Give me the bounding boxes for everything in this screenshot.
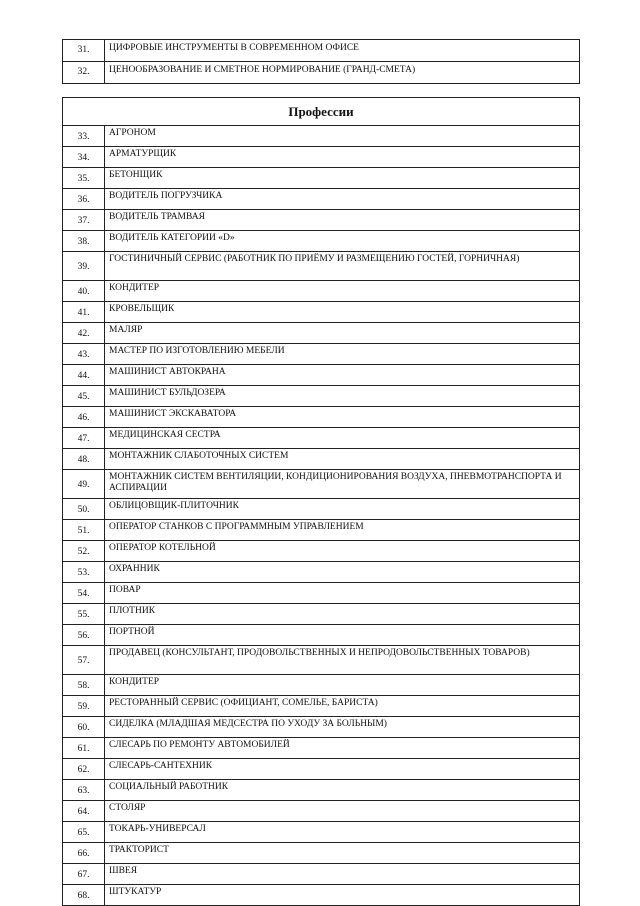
table-row <box>63 562 580 583</box>
row-title: ОБЛИЦОВЩИК-ПЛИТОЧНИК <box>105 499 580 520</box>
row-number: 59. <box>63 696 105 717</box>
professions-heading: Профессии <box>63 98 580 126</box>
row-title: ГОСТИНИЧНЫЙ СЕРВИС (РАБОТНИК ПО ПРИЁМУ И РАЗМЕЩЕНИЮ ГОСТЕЙ, ГОРНИЧНАЯ) <box>105 252 580 281</box>
table-row <box>63 470 580 499</box>
row-number: 36. <box>63 189 105 210</box>
courses-table-continued <box>62 39 580 84</box>
table-row <box>63 147 580 168</box>
row-title: СТОЛЯР <box>105 801 580 822</box>
row-title: МАСТЕР ПО ИЗГОТОВЛЕНИЮ МЕБЕЛИ <box>105 344 580 365</box>
table-row <box>63 449 580 470</box>
table-row <box>63 646 580 675</box>
table-row <box>63 231 580 252</box>
row-number: 43. <box>63 344 105 365</box>
row-number: 48. <box>63 449 105 470</box>
row-title: МОНТАЖНИК СИСТЕМ ВЕНТИЛЯЦИИ, КОНДИЦИОНИРОВАНИЯ ВОЗДУХА, ПНЕВМОТРАНСПОРТА И АСПИРАЦИИ <box>105 470 580 499</box>
table-row <box>63 281 580 302</box>
row-title: ЦЕНООБРАЗОВАНИЕ И СМЕТНОЕ НОРМИРОВАНИЕ (ГРАНД-СМЕТА) <box>105 62 580 84</box>
row-number: 32. <box>63 62 105 84</box>
row-number: 55. <box>63 604 105 625</box>
row-title: КОНДИТЕР <box>105 281 580 302</box>
row-title: ПЛОТНИК <box>105 604 580 625</box>
row-number: 62. <box>63 759 105 780</box>
table-row <box>63 520 580 541</box>
row-title: СИДЕЛКА (МЛАДШАЯ МЕДСЕСТРА ПО УХОДУ ЗА БОЛЬНЫМ) <box>105 717 580 738</box>
row-title: МЕДИЦИНСКАЯ СЕСТРА <box>105 428 580 449</box>
table-row <box>63 604 580 625</box>
row-title: СЛЕСАРЬ-САНТЕХНИК <box>105 759 580 780</box>
row-title: РЕСТОРАННЫЙ СЕРВИС (ОФИЦИАНТ, СОМЕЛЬЕ, БАРИСТА) <box>105 696 580 717</box>
row-title: ПРОДАВЕЦ (КОНСУЛЬТАНТ, ПРОДОВОЛЬСТВЕННЫХ И НЕПРОДОВОЛЬСТВЕННЫХ ТОВАРОВ) <box>105 646 580 675</box>
table-row <box>63 759 580 780</box>
row-number: 42. <box>63 323 105 344</box>
courses-table-body <box>63 40 580 84</box>
row-title: ОПЕРАТОР КОТЕЛЬНОЙ <box>105 541 580 562</box>
row-title: МАЛЯР <box>105 323 580 344</box>
table-row <box>63 365 580 386</box>
table-row <box>63 302 580 323</box>
row-number: 57. <box>63 646 105 675</box>
table-row <box>63 344 580 365</box>
row-number: 33. <box>63 126 105 147</box>
table-row <box>63 696 580 717</box>
row-title: ПОВАР <box>105 583 580 604</box>
table-row <box>63 864 580 885</box>
professions-header-row <box>63 98 580 126</box>
table-row <box>63 168 580 189</box>
row-number: 44. <box>63 365 105 386</box>
table-row <box>63 407 580 428</box>
table-row <box>63 675 580 696</box>
row-number: 63. <box>63 780 105 801</box>
row-title: ВОДИТЕЛЬ ПОГРУЗЧИКА <box>105 189 580 210</box>
row-title: МОНТАЖНИК СЛАБОТОЧНЫХ СИСТЕМ <box>105 449 580 470</box>
row-title: ТРАКТОРИСТ <box>105 843 580 864</box>
row-title: МАШИНИСТ АВТОКРАНА <box>105 365 580 386</box>
table-row <box>63 323 580 344</box>
table-row <box>63 189 580 210</box>
row-number: 60. <box>63 717 105 738</box>
table-row <box>63 386 580 407</box>
row-title: БЕТОНЩИК <box>105 168 580 189</box>
table-row <box>63 541 580 562</box>
row-number: 40. <box>63 281 105 302</box>
table-row <box>63 40 580 62</box>
table-row <box>63 62 580 84</box>
row-number: 61. <box>63 738 105 759</box>
table-row <box>63 822 580 843</box>
row-number: 34. <box>63 147 105 168</box>
row-number: 52. <box>63 541 105 562</box>
row-number: 51. <box>63 520 105 541</box>
row-title: ОХРАННИК <box>105 562 580 583</box>
table-row <box>63 210 580 231</box>
table-row <box>63 428 580 449</box>
row-title: МАШИНИСТ ЭКСКАВАТОРА <box>105 407 580 428</box>
table-row <box>63 252 580 281</box>
table-row <box>63 625 580 646</box>
row-title: ШТУКАТУР <box>105 885 580 906</box>
table-row <box>63 843 580 864</box>
row-number: 68. <box>63 885 105 906</box>
row-number: 65. <box>63 822 105 843</box>
row-number: 56. <box>63 625 105 646</box>
row-number: 54. <box>63 583 105 604</box>
table-row <box>63 583 580 604</box>
row-title: ВОДИТЕЛЬ КАТЕГОРИИ «D» <box>105 231 580 252</box>
table-row <box>63 499 580 520</box>
row-title: КРОВЕЛЬЩИК <box>105 302 580 323</box>
row-title: АГРОНОМ <box>105 126 580 147</box>
row-number: 53. <box>63 562 105 583</box>
row-title: ВОДИТЕЛЬ ТРАМВАЯ <box>105 210 580 231</box>
row-number: 38. <box>63 231 105 252</box>
row-number: 45. <box>63 386 105 407</box>
row-title: ШВЕЯ <box>105 864 580 885</box>
row-number: 50. <box>63 499 105 520</box>
table-row <box>63 780 580 801</box>
row-number: 39. <box>63 252 105 281</box>
row-title: МАШИНИСТ БУЛЬДОЗЕРА <box>105 386 580 407</box>
table-row <box>63 801 580 822</box>
row-number: 67. <box>63 864 105 885</box>
table-row <box>63 885 580 906</box>
row-title: ЦИФРОВЫЕ ИНСТРУМЕНТЫ В СОВРЕМЕННОМ ОФИСЕ <box>105 40 580 62</box>
row-number: 35. <box>63 168 105 189</box>
professions-table-body <box>63 126 580 906</box>
table-row <box>63 738 580 759</box>
row-title: КОНДИТЕР <box>105 675 580 696</box>
row-title: СЛЕСАРЬ ПО РЕМОНТУ АВТОМОБИЛЕЙ <box>105 738 580 759</box>
row-number: 37. <box>63 210 105 231</box>
row-number: 47. <box>63 428 105 449</box>
row-number: 49. <box>63 470 105 499</box>
row-title: СОЦИАЛЬНЫЙ РАБОТНИК <box>105 780 580 801</box>
row-title: ТОКАРЬ-УНИВЕРСАЛ <box>105 822 580 843</box>
row-title: ПОРТНОЙ <box>105 625 580 646</box>
row-title: ОПЕРАТОР СТАНКОВ С ПРОГРАММНЫМ УПРАВЛЕНИЕМ <box>105 520 580 541</box>
row-title: АРМАТУРЩИК <box>105 147 580 168</box>
row-number: 64. <box>63 801 105 822</box>
professions-table <box>62 97 580 906</box>
table-row <box>63 717 580 738</box>
row-number: 41. <box>63 302 105 323</box>
table-row <box>63 126 580 147</box>
row-number: 58. <box>63 675 105 696</box>
row-number: 46. <box>63 407 105 428</box>
row-number: 66. <box>63 843 105 864</box>
row-number: 31. <box>63 40 105 62</box>
